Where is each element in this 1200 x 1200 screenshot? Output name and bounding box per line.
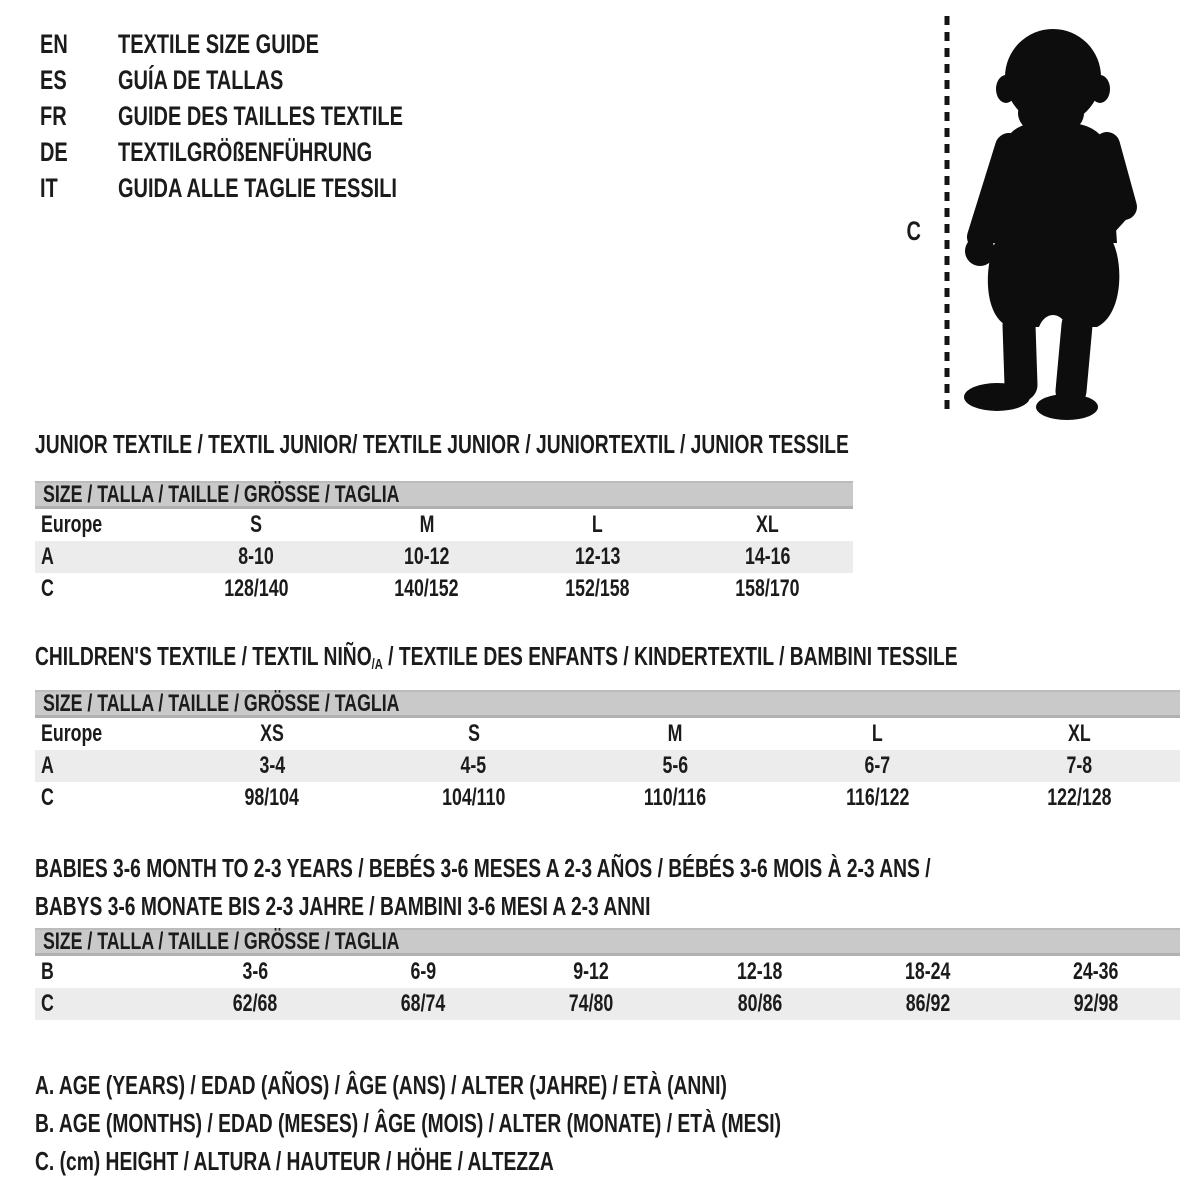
dashed-line-icon [944, 16, 950, 416]
age-cell: 3-4 [259, 752, 285, 779]
size-cell: XL [1067, 720, 1091, 747]
height-cell: 74/80 [569, 990, 614, 1017]
babies-title-line2: BABYS 3-6 MONATE BIS 2-3 JAHRE / BAMBINI 3-6 MESI A 2-3 ANNI [35, 891, 651, 921]
measurement-legend [35, 1066, 1043, 1180]
lang-row-fr [40, 98, 503, 134]
lang-row-en [40, 26, 503, 62]
age-cell: 14-16 [745, 543, 791, 570]
junior-section-title [35, 429, 1135, 459]
babies-title-line1: BABIES 3-6 MONTH TO 2-3 YEARS / BEBÉS 3-6 MESES A 2-3 AÑOS / BÉBÉS 3-6 MOIS À 2-3 ANS / [35, 853, 931, 883]
age-months-cell: 18-24 [905, 958, 951, 985]
guide-title-fr: GUIDE DES TAILLES TEXTILE [118, 100, 403, 131]
babies-table-header [35, 928, 1180, 956]
age-cell: 4-5 [460, 752, 487, 779]
lang-code-text: IT [40, 172, 58, 203]
height-cell: 116/122 [845, 784, 909, 811]
legend-line-a: A. AGE (YEARS) / EDAD (AÑOS) / ÂGE (ANS) / ALTER (JAHRE) / ETÀ (ANNI) [35, 1069, 727, 1100]
table-row [35, 782, 1180, 814]
legend-line-c: C. (cm) HEIGHT / ALTURA / HAUTEUR / HÖHE / ALTEZZA [35, 1145, 554, 1176]
guide-title-de: TEXTILGRÖßENFÜHRUNG [118, 136, 373, 167]
lang-code [40, 65, 118, 96]
height-cell: 158/170 [735, 575, 800, 602]
height-cell: 92/98 [1073, 990, 1119, 1017]
table-row [35, 573, 853, 605]
children-section-title [35, 641, 1200, 680]
size-cell: M [419, 511, 435, 538]
size-cell: L [871, 720, 883, 747]
lang-code-text: EN [40, 28, 68, 59]
junior-table-header [35, 481, 853, 509]
children-size-table [35, 690, 1180, 814]
table-row [35, 750, 1180, 782]
row-label: Europe [41, 720, 103, 747]
row-label: C [41, 990, 54, 1017]
size-header-text: SIZE / TALLA / TAILLE / GRÖSSE / TAGLIA [43, 689, 400, 717]
size-cell: L [591, 511, 603, 538]
table-row [35, 718, 1180, 750]
row-label: C [41, 784, 54, 811]
size-cell: XL [756, 511, 780, 538]
table-row [35, 541, 853, 573]
children-table-header [35, 690, 1180, 718]
lang-code-text: ES [40, 64, 67, 95]
table-row [35, 509, 853, 541]
toddler-silhouette-icon [963, 25, 1141, 423]
height-measure-label-text: C [906, 216, 921, 246]
row-label: A [41, 752, 54, 779]
row-label: Europe [41, 511, 103, 538]
size-cell: XS [260, 720, 284, 747]
lang-code [40, 137, 118, 168]
age-months-cell: 6-9 [410, 958, 437, 985]
lang-row-it [40, 170, 503, 206]
nino-a-subscript: /A [371, 656, 383, 674]
lang-code [40, 29, 118, 60]
toddler-silhouette [963, 25, 1141, 428]
size-cell: M [668, 720, 683, 747]
height-cell: 86/92 [905, 990, 950, 1017]
age-cell: 8-10 [238, 543, 275, 570]
junior-section-title-text: JUNIOR TEXTILE / TEXTIL JUNIOR/ TEXTILE JUNIOR / JUNIORTEXTIL / JUNIOR TESSILE [35, 429, 849, 459]
junior-size-table [35, 481, 853, 605]
lang-code-text: FR [40, 100, 67, 131]
lang-code [40, 173, 118, 204]
size-cell: S [250, 511, 263, 538]
guide-title-it: GUIDA ALLE TAGLIE TESSILI [118, 172, 397, 203]
age-cell: 6-7 [864, 752, 891, 779]
babies-size-table [35, 928, 1180, 1020]
guide-title-es: GUÍA DE TALLAS [118, 64, 284, 95]
age-cell: 12-13 [574, 543, 620, 570]
height-cell: 98/104 [244, 784, 300, 811]
guide-title-en: TEXTILE SIZE GUIDE [118, 28, 319, 59]
lang-row-de [40, 134, 503, 170]
height-cell: 140/152 [394, 575, 459, 602]
height-cell: 80/86 [737, 990, 782, 1017]
age-cell: 10-12 [404, 543, 450, 570]
age-months-cell: 24-36 [1073, 958, 1119, 985]
size-header-text: SIZE / TALLA / TAILLE / GRÖSSE / TAGLIA [43, 480, 400, 508]
row-label: C [41, 575, 54, 602]
babies-section-title [35, 849, 1200, 925]
children-section-title-text: CHILDREN'S TEXTILE / TEXTIL NIÑO/A / TEXTILE DES ENFANTS / KINDERTEXTIL / BAMBINI TESSILE [35, 641, 958, 674]
height-measure-label [904, 216, 924, 247]
height-measure-line [944, 16, 950, 421]
table-row [35, 988, 1180, 1020]
height-cell: 128/140 [224, 575, 289, 602]
size-cell: S [467, 720, 480, 747]
height-cell: 68/74 [401, 990, 446, 1017]
age-months-cell: 9-12 [573, 958, 610, 985]
lang-code [40, 101, 118, 132]
age-cell: 7-8 [1066, 752, 1092, 779]
age-months-cell: 12-18 [736, 958, 783, 985]
age-cell: 5-6 [662, 752, 689, 779]
height-cell: 104/110 [442, 784, 506, 811]
height-cell: 122/128 [1046, 784, 1112, 811]
height-cell: 110/116 [644, 784, 707, 811]
lang-code-text: DE [40, 136, 68, 167]
row-label: A [41, 543, 54, 570]
height-cell: 152/158 [565, 575, 630, 602]
age-months-cell: 3-6 [242, 958, 268, 985]
legend-line-b: B. AGE (MONTHS) / EDAD (MESES) / ÂGE (MOIS) / ALTER (MONATE) / ETÀ (MESI) [35, 1107, 782, 1138]
size-header-text: SIZE / TALLA / TAILLE / GRÖSSE / TAGLIA [43, 927, 400, 955]
table-row [35, 956, 1180, 988]
height-cell: 62/68 [232, 990, 278, 1017]
language-title-block [40, 26, 503, 206]
row-label: B [41, 958, 54, 985]
lang-row-es [40, 62, 503, 98]
